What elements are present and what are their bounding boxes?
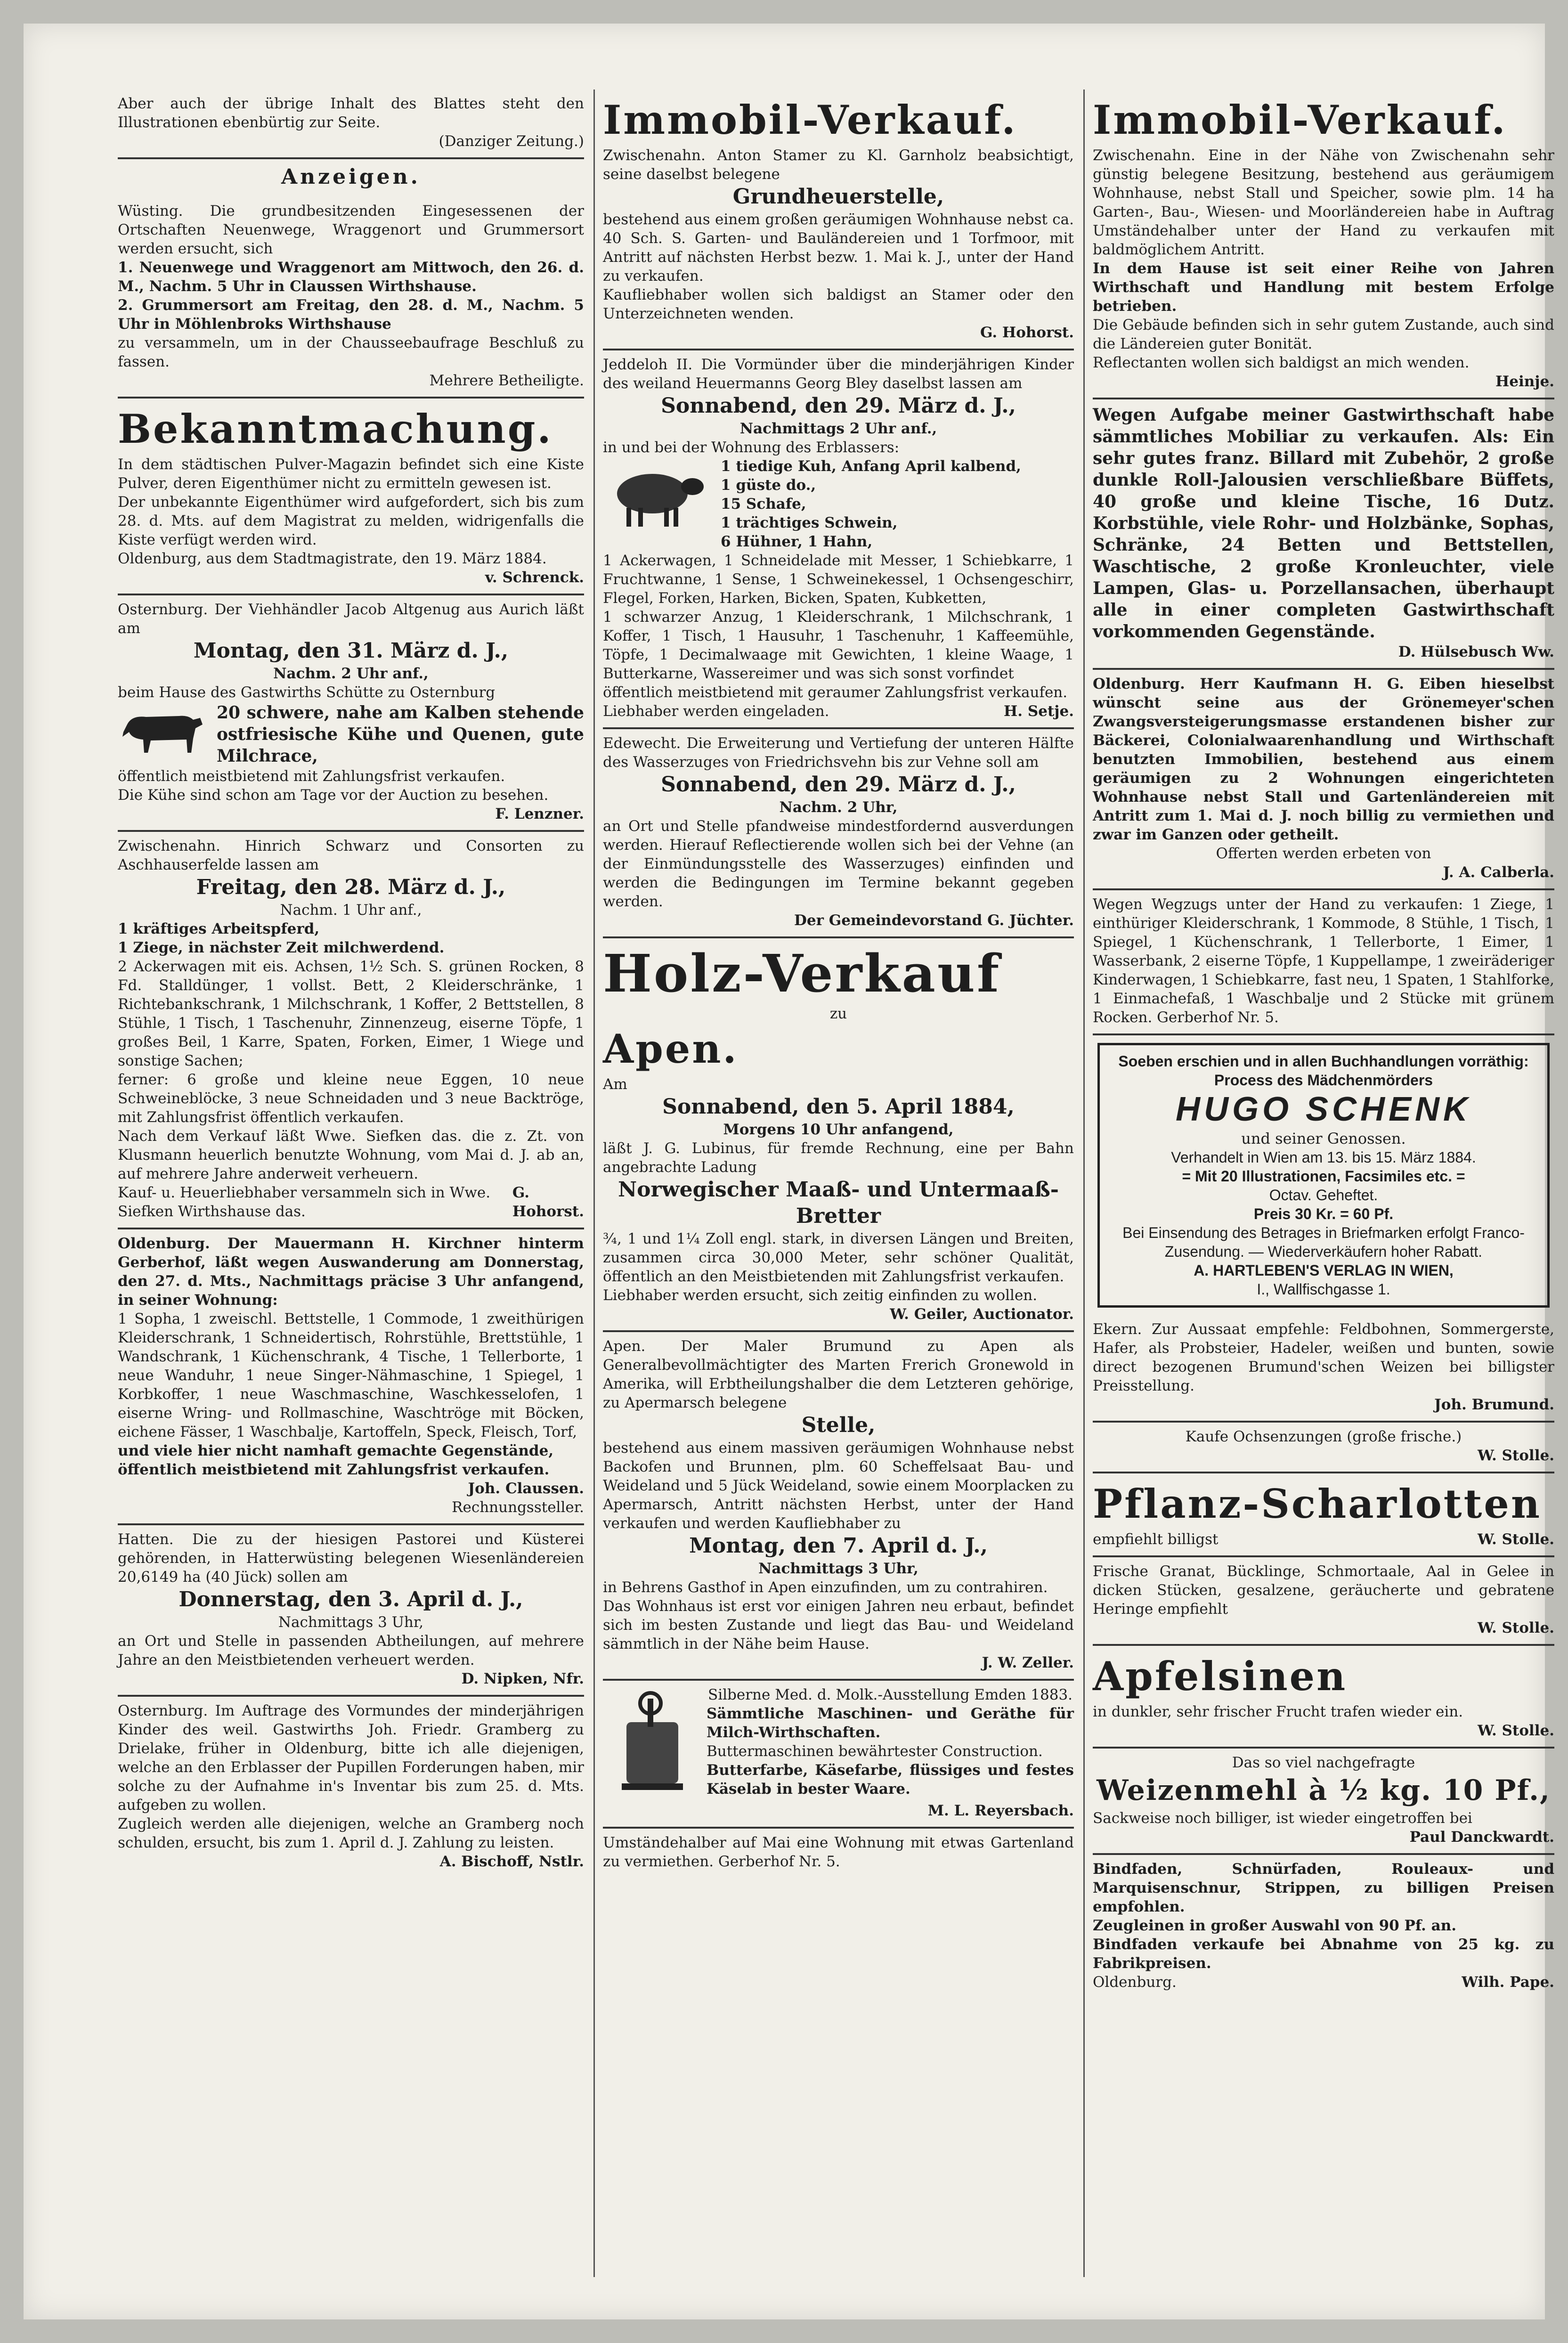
ad-text: Osternburg. Der Viehhändler Jacob Altgenug aus Aurich läßt am bbox=[118, 601, 584, 637]
ad-holz-verkauf bbox=[603, 938, 1074, 1332]
ad-title: Immobil-Verkauf. bbox=[603, 97, 1017, 143]
ad-granat bbox=[1093, 1557, 1554, 1646]
ad-text: Silberne Med. d. Molk.-Ausstellung Emden 1883. bbox=[707, 1686, 1073, 1703]
ad-text: 1 Sopha, 1 zweischl. Bettstelle, 1 Commode, 1 zweithürigen Kleiderschrank, 1 Schneidertisch, Rohrstühle, Brettstühle, 1 Wandschrank, 1 Küchenschrank, 4 Tische, 1 Tellerborte, 1 neue Wanduhr, 1 neue Singer-Nähmaschine, 1 Spiegel, 1 Korbkoffer, 1 neue Waschmaschine, Waschkesselofen, 1 eiserne Wring- und Rollmaschine, Waschtröge mit Böcken, eichene Fässer, 1 Waschbalje, Kartoffeln, Speck, Fleisch, Torf, bbox=[118, 1310, 584, 1440]
ad-text: Sackweise noch billiger, ist wieder eingetroffen bei bbox=[1093, 1810, 1472, 1827]
ad-signature: F. Lenzner. bbox=[495, 805, 584, 822]
ad-signature: A. Bischoff, Nstlr. bbox=[439, 1853, 584, 1870]
ad-text: in und bei der Wohnung des Erblassers: bbox=[603, 439, 900, 456]
ad-title: Holz-Verkauf bbox=[603, 943, 1001, 1004]
ad-signature: v. Schrenck. bbox=[485, 569, 584, 586]
ad-text: in dunkler, sehr frischer Frucht trafen wieder ein. bbox=[1093, 1703, 1463, 1720]
ad-osternburg-gramberg bbox=[118, 1697, 584, 1878]
ad-text: Zwischenahn. Hinrich Schwarz und Consorten zu Aschhauserfelde lassen am bbox=[118, 838, 584, 873]
ad-bekanntmachung bbox=[118, 399, 584, 595]
ad-text: zu bbox=[829, 1005, 847, 1022]
ad-publisher: A. HARTLEBEN'S VERLAG IN WIEN, bbox=[1194, 1262, 1454, 1279]
ad-time: Nachmittags 3 Uhr, bbox=[758, 1560, 918, 1577]
ad-text: Zugleich werden alle diejenigen, welche an Gramberg noch schulden, ersucht, bis zum 1. April d. J. Zahlung zu leisten. bbox=[118, 1815, 584, 1851]
ad-signature: D. Hülsebusch Ww. bbox=[1398, 643, 1554, 660]
ad-signature: W. Stolle. bbox=[1477, 1619, 1554, 1636]
ad-sig-row bbox=[118, 1183, 584, 1221]
ad-text: beim Hause des Gastwirths Schütte zu Osternburg bbox=[118, 684, 496, 701]
ad-item: 1 kräftiges Arbeitspferd, bbox=[118, 920, 320, 937]
ad-text: Wüsting. Die grundbesitzenden Eingesessenen der Ortschaften Neuenwege, Wraggenort und Grummersort werden ersucht, sich bbox=[118, 203, 584, 257]
ad-text: Kauf- u. Heuerliebhaber versammeln sich in Wwe. Siefken Wirthshause das. bbox=[118, 1184, 491, 1220]
ad-signature: W. Stolle. bbox=[1477, 1531, 1554, 1548]
ad-text: ferner: 6 große und kleine neue Eggen, 10 neue Schweineblöcke, 3 neue Schneidaden und 3 neue Backtröge, mit Zahlungsfrist öffentlich verkaufen. bbox=[118, 1071, 584, 1126]
ad-hatten bbox=[118, 1525, 584, 1697]
ad-time: Nachm. 2 Uhr anf., bbox=[273, 665, 429, 682]
ad-text: Octav. Geheftet. bbox=[1269, 1187, 1378, 1204]
ad-signature: G. Hohorst. bbox=[980, 324, 1074, 341]
ad-text: Verhandelt in Wien am 13. bis 15. März 1884. bbox=[1171, 1149, 1476, 1166]
ad-wohnung bbox=[603, 1829, 1074, 1878]
ad-sig-row bbox=[1093, 1530, 1554, 1549]
ad-edewecht bbox=[603, 729, 1074, 938]
ad-text: Buttermaschinen bewährtester Construction. bbox=[707, 1743, 1043, 1760]
ad-title: Bekanntmachung. bbox=[118, 406, 553, 452]
ad-highlight: Wegen Aufgabe meiner Gastwirthschaft habe sämmtliches Mobiliar zu verkaufen. Als: Ein sehr gutes franz. Billard mit Zubehör, 2 große dunkle Roll-Jalousien verschließbare Büffets, 40 große und kleine Tische, 16 Dutz. Korbstühle, viele Rohr- und Holzbänke, Sophas, Schränke, 24 Betten und Bettstellen, Waschtische, 2 große Kronleuchter, viele Lampen, Glas- u. Porzellansachen, überhaupt alle in einer completen Gastwirthschaft vorkommenden Gegenstände. bbox=[1093, 405, 1554, 642]
ad-text: Wegen Wegzugs unter der Hand zu verkaufen: 1 Ziege, 1 einthüriger Kleiderschrank, 1 Kommode, 8 Stühle, 1 Tisch, 1 Spiegel, 1 Küchenschrank, 1 Tellerborte, 1 Eimer, 1 Wasserbank, 2 eiserne Töpfe, 1 Kuppellampe, 1 zweiräderiger Kinderwagen, 1 Schiebkarre, fast neu, 1 Spaten, 1 Stahlforke, 1 Einmachefaß, 1 Waschbalje und 2 Stücke mit grünem Rocken. Gerberhof Nr. 5. bbox=[1093, 896, 1554, 1026]
column-rule-1 bbox=[593, 89, 595, 2277]
ad-oldenburg-eiben bbox=[1093, 670, 1554, 890]
ad-highlight: Stelle, bbox=[801, 1413, 876, 1437]
ad-signature: Joh. Brumund. bbox=[1434, 1396, 1554, 1413]
ad-highlight: In dem Hause ist seit einer Reihe von Jahren Wirthschaft und Handlung mit bestem Erfolge betrieben. bbox=[1093, 260, 1554, 315]
ad-date: Sonnabend, den 29. März d. J., bbox=[661, 773, 1016, 797]
ad-highlight: Zeugleinen in großer Auswahl von 90 Pf. an. bbox=[1093, 1917, 1457, 1934]
ad-text: öffentlich meistbietend mit Zahlungsfrist verkaufen. bbox=[118, 768, 505, 785]
ad-brumund bbox=[1093, 1315, 1554, 1423]
ad-title: Pflanz-Scharlotten bbox=[1093, 1481, 1542, 1527]
ad-text: empfiehlt billigst bbox=[1093, 1531, 1219, 1548]
ad-signature: Heinje. bbox=[1495, 373, 1554, 390]
ad-text: Umständehalber auf Mai eine Wohnung mit etwas Gartenland zu vermiethen. Gerberhof Nr. 5. bbox=[603, 1834, 1074, 1870]
ad-text: Liebhaber werden eingeladen. bbox=[603, 703, 829, 720]
ad-highlight: Bindfaden, Schnürfaden, Rouleaux- und Marquisenschnur, Strippen, zu billigen Preisen empfohlen. bbox=[1093, 1861, 1554, 1915]
ad-immobil-stamer bbox=[603, 89, 1074, 350]
ad-text: zu versammeln, um in der Chausseebaufrage Beschluß zu fassen. bbox=[118, 334, 584, 370]
ad-immobil-heinje bbox=[1093, 89, 1554, 399]
ad-highlight: Bindfaden verkaufe bei Abnahme von 25 kg. zu Fabrikpreisen. bbox=[1093, 1936, 1554, 1972]
ad-signature: J. A. Calberla. bbox=[1443, 864, 1554, 881]
ad-text: Oldenburg, aus dem Stadtmagistrate, den 19. März 1884. bbox=[118, 550, 547, 567]
ad-zwischenahn-auction bbox=[118, 832, 584, 1229]
ad-weizenmehl bbox=[1093, 1749, 1554, 1855]
ad-highlight: Sämmtliche Maschinen- und Geräthe für Milch-Wirthschaften. bbox=[707, 1705, 1074, 1741]
ad-item: 1. Neuenwege und Wraggenort am Mittwoch, den 26. d. M., Nachm. 5 Uhr in Claussen Wirthshause. bbox=[118, 259, 584, 295]
column-rule-2 bbox=[1083, 89, 1085, 2277]
cow-icon bbox=[118, 706, 207, 757]
ad-highlight: Grundheuerstelle, bbox=[732, 185, 944, 209]
ad-text: Aber auch der übrige Inhalt des Blattes steht den Illustrationen ebenbürtig zur Seite. bbox=[118, 95, 584, 131]
sheep-icon bbox=[603, 461, 711, 531]
ad-signature: Joh. Claussen. bbox=[468, 1480, 584, 1497]
ad-address: I., Wallfischgasse 1. bbox=[1257, 1281, 1390, 1298]
list-item: 1 trächtiges Schwein, bbox=[721, 514, 898, 531]
ad-highlight: Oldenburg. Herr Kaufmann H. G. Eiben hieselbst wünscht seine aus der Grönemeyer'schen Zwangsversteigerungsmasse erstandenen bisher zur Bäckerei, Colonialwaarenhandlung und Wirthschaft benutzten Immobilien, bestehend aus einem geräumigen zu 2 Wohnungen eingerichteten Wohnhause nebst Stall und Gartenländereien mit Antritt zum 1. Mai d. J. noch billig zu vermiethen und zwar im Ganzen oder getheilt. bbox=[1093, 675, 1554, 843]
ad-signature: Der Gemeindevorstand G. Jüchter. bbox=[794, 912, 1074, 929]
newspaper-page bbox=[24, 24, 1554, 2319]
ad-text: Zwischenahn. Anton Stamer zu Kl. Garnholz beabsichtigt, seine daselbst belegene bbox=[603, 147, 1074, 183]
ad-time: Morgens 10 Uhr anfangend, bbox=[723, 1121, 954, 1138]
ad-text: und seiner Genossen. bbox=[1241, 1130, 1406, 1147]
ad-sig-row bbox=[1093, 1973, 1554, 1992]
ad-text: Hatten. Die zu der hiesigen Pastorei und Küsterei gehörenden, in Hatterwüsting belegenen Wiesenländereien 20,6149 ha (40 Jück) sollen am bbox=[118, 1531, 584, 1586]
ad-time: Nachm. 1 Uhr anf., bbox=[280, 902, 422, 919]
ad-time: Nachmittags 2 Uhr anf., bbox=[739, 420, 937, 437]
ad-signature: Wilh. Pape. bbox=[1462, 1974, 1554, 1991]
ad-text: ¾, 1 und 1¼ Zoll engl. stark, in diversen Längen und Breiten, zusammen circa 30,000 Meter, sehr schöner Qualität, öffentlich an den Meistbietenden mit Zahlungsfrist verkaufen. bbox=[603, 1230, 1074, 1285]
ad-text: Der unbekannte Eigenthümer wird aufgefordert, sich bis zum 28. d. Mts. auf dem Magistrat zu melden, widrigenfalls die Kiste verfügt werden wird. bbox=[118, 494, 584, 548]
ad-date: Sonnabend, den 29. März d. J., bbox=[661, 394, 1016, 418]
ad-time: Nachmittags 3 Uhr, bbox=[278, 1614, 424, 1631]
ad-text: Nach dem Verkauf läßt Wwe. Siefken das. die z. Zt. von Klusmann heuerlich benutzte Wohnung, vom Mai d. J. ab an, auf mehrere Jahre anderweit verheuern. bbox=[118, 1128, 584, 1182]
ad-pape bbox=[1093, 1855, 1554, 1998]
ad-highlight: Norwegischer Maaß- und Untermaaß-Bretter bbox=[617, 1178, 1059, 1228]
ad-text: Am bbox=[603, 1076, 627, 1093]
ad-date: Sonnabend, den 5. April 1884, bbox=[662, 1095, 1015, 1119]
ad-highlight: öffentlich meistbietend mit Zahlungsfrist verkaufen. bbox=[118, 1461, 550, 1478]
butter-churn-icon bbox=[603, 1689, 697, 1798]
ad-signature: Mehrere Betheiligte. bbox=[429, 372, 584, 389]
ad-date: Montag, den 7. April d. J., bbox=[689, 1534, 988, 1558]
ad-title: Apfelsinen bbox=[1093, 1653, 1348, 1700]
ad-text: Process des Mädchenmörders bbox=[1214, 1072, 1433, 1089]
ad-item: 1 Ziege, in nächster Zeit milchwerdend. bbox=[118, 939, 445, 956]
ad-highlight: Butterfarbe, Käsefarbe, flüssiges und festes Käselab in bester Waare. bbox=[707, 1762, 1074, 1798]
ad-sig-row bbox=[603, 702, 1074, 721]
ad-text: 2 Ackerwagen mit eis. Achsen, 1½ Sch. S. grünen Rocken, 8 Fd. Stalldünger, 1 vollst. Bett, 2 Kleiderschränke, 1 Richtebankschrank, 1 Milchschrank, 1 Koffer, 2 Bettstellen, 8 Stühle, 1 Tisch, 1 Taschenuhr, Zinnenzeug, eiserne Töpfe, 1 großes Beil, 1 Karre, Spaten, Forken, Eimer, 1 Wiege und sonstige Sachen; bbox=[118, 958, 584, 1069]
ad-jeddeloh bbox=[603, 350, 1074, 729]
ad-signature: W. Stolle. bbox=[1477, 1447, 1554, 1464]
ad-reyersbach bbox=[603, 1681, 1074, 1829]
ad-signature: M. L. Reyersbach. bbox=[927, 1802, 1074, 1819]
ad-source: (Danziger Zeitung.) bbox=[439, 133, 584, 150]
ad-item: 2. Grummersort am Freitag, den 28. d. M., Nachm. 5 Uhr in Möhlenbroks Wirthshause bbox=[118, 297, 584, 333]
section-title: Anzeigen. bbox=[281, 165, 421, 189]
ad-time: Nachm. 2 Uhr, bbox=[779, 799, 898, 816]
ad-price: Preis 30 Kr. = 60 Pf. bbox=[1253, 1205, 1394, 1222]
list-item: 6 Hühner, 1 Hahn, bbox=[721, 533, 873, 550]
ad-signature-title: Rechnungssteller. bbox=[452, 1499, 584, 1516]
ad-apen-stelle bbox=[603, 1332, 1074, 1681]
ad-text: Das so viel nachgefragte bbox=[1232, 1754, 1415, 1771]
ad-text: Bei Einsendung des Betrages in Briefmarken erfolgt Franco-Zusendung. — Wiederverkäufern hoher Rabatt. bbox=[1122, 1224, 1525, 1260]
column-3 bbox=[1093, 89, 1554, 2282]
ad-signature: G. Hohorst. bbox=[512, 1184, 585, 1220]
ad-text: Osternburg. Im Auftrage des Vormundes der minderjährigen Kinder des weil. Gastwirths Joh. Friedr. Gramberg zu Drielake, früher in Oldenburg, bitte ich alle diejenigen, welche an den Erblasser der Pupillen Forderungen haben, mir solche zu der Aufnahme in's Inventar bis zum 25. d. Mts. aufgeben zu wollen. bbox=[118, 1702, 584, 1814]
ad-text: Liebhaber werden ersucht, sich zeitig einfinden zu wollen. bbox=[603, 1287, 1038, 1304]
ad-text: bestehend aus einem massiven geräumigen Wohnhause nebst Backofen und Brunnen, plm. 60 Scheffelsaat Bau- und Weideland und 5 Jück Weideland, sowie einem Moorplacken zu Apermarsch, Antritt nächsten Herbst, unter der Hand verkaufen und werden Kaufliebhaber zu bbox=[603, 1440, 1074, 1532]
ad-pflanz-scharlotten bbox=[1093, 1473, 1554, 1557]
ad-text: bestehend aus einem großen geräumigen Wohnhause nebst ca. 40 Sch. S. Garten- und Bauländereien und 1 Torfmoor, mit Antritt auf nächsten Herbst bezw. 1. Mai k. J., unter der Hand zu verkaufen. bbox=[603, 211, 1074, 285]
anzeigen-header bbox=[118, 159, 584, 197]
ad-text: Jeddeloh II. Die Vormünder über die minderjährigen Kinder des weiland Heuermanns Georg Bley daselbst lassen am bbox=[603, 356, 1074, 392]
ad-headline: HUGO SCHENK bbox=[1175, 1090, 1472, 1128]
ad-huelsebusch bbox=[1093, 399, 1554, 670]
ad-text: Oldenburg. bbox=[1093, 1974, 1177, 1991]
ad-signature: H. Setje. bbox=[1003, 703, 1074, 720]
ad-text: In dem städtischen Pulver-Magazin befindet sich eine Kiste Pulver, deren Eigenthümer nicht zu ermitteln gewesen ist. bbox=[118, 456, 584, 492]
ad-signature: D. Nipken, Nfr. bbox=[461, 1670, 584, 1687]
ad-text: Zwischenahn. Eine in der Nähe von Zwischenahn sehr günstig belegene Besitzung, bestehend aus geräumigem Wohnhause, nebst Stall und Speicher, sowie plm. 14 ha Garten-, Bau-, Wiesen- und Moorländereien habe in Auftrag Umständehalber unter der Hand zu verkaufen mit baldmöglichem Antritt. bbox=[1093, 147, 1554, 258]
ad-text: Edewecht. Die Erweiterung und Vertiefung der unteren Hälfte des Wasserzuges von Friedrichsvehn bis zur Vehne soll am bbox=[603, 735, 1074, 771]
ad-text: 1 schwarzer Anzug, 1 Kleiderschrank, 1 Milchschrank, 1 Koffer, 1 Tisch, 1 Hausuhr, 1 Taschenuhr, 1 Kaffeemühle, Töpfe, 1 Decimalwaage mit Gewichten, 1 kleine Waage, 1 Butterkarne, Wassereimer und was sich sonst vorfindet bbox=[603, 609, 1074, 682]
ad-text: Das Wohnhaus ist erst vor einigen Jahren neu erbaut, befindet sich im besten Zustande und liegt das Bau- und Weideland sämmtlich in der Nähe beim Hause. bbox=[603, 1598, 1074, 1652]
list-item: 15 Schafe, bbox=[721, 496, 806, 513]
ad-oldenburg-kirchner bbox=[118, 1229, 584, 1525]
ad-text: an Ort und Stelle pfandweise mindestfordernd ausverdungen werden. Hierauf Reflectierende wollen sich bei der Vehne (an der Einmündungsstelle des Wasserzuges) einfinden und werden die Bedingungen im Termine bekannt gegeben werden. bbox=[603, 818, 1074, 910]
list-item: 1 güste do., bbox=[721, 477, 816, 494]
ad-text: Die Gebäude befinden sich in sehr gutem Zustande, auch sind die Ländereien guter Bonität. bbox=[1093, 317, 1554, 352]
ad-text: an Ort und Stelle in passenden Abtheilungen, auf mehrere Jahre an den Meistbietenden verheuert werden. bbox=[118, 1633, 584, 1668]
ad-signature: W. Stolle. bbox=[1477, 1722, 1554, 1739]
ad-text: Kaufe Ochsenzungen (große frische.) bbox=[1185, 1428, 1462, 1445]
ad-text: öffentlich meistbietend mit geraumer Zahlungsfrist verkaufen. bbox=[603, 684, 1068, 701]
ad-osternburg-cattle bbox=[118, 595, 584, 832]
ad-text: 1 Ackerwagen, 1 Schneidelade mit Messer, 1 Schiebkarre, 1 Fruchtwanne, 1 Sense, 1 Schweinekessel, 1 Ochsengeschirr, Flegel, Forken, Harken, Bicken, Spaten, Kubketten, bbox=[603, 552, 1074, 607]
ad-signature: J. W. Zeller. bbox=[982, 1654, 1074, 1671]
ad-date: Montag, den 31. März d. J., bbox=[193, 639, 509, 663]
ad-place: Apen. bbox=[603, 1025, 739, 1072]
list-item: 1 tiedige Kuh, Anfang April kalbend, bbox=[721, 458, 1021, 475]
ad-wegzug bbox=[1093, 890, 1554, 1035]
ad-date: Donnerstag, den 3. April d. J., bbox=[179, 1587, 523, 1611]
ad-text: Die Kühe sind schon am Tage vor der Auction zu besehen. bbox=[118, 787, 549, 804]
ad-text: Apen. Der Maler Brumund zu Apen als Generalbevollmächtigter des Marten Frerich Gronewold in Amerika, will Erbtheilungshalber die dem Letzteren gehörige, zu Apermarsch belegene bbox=[603, 1338, 1074, 1411]
ad-text: Ekern. Zur Aussaat empfehle: Feldbohnen, Sommergerste, Hafer, als Probsteier, Hadeler, weißen und bunten, sowie direct bezogenen Brumund'schen Weizen bei billigster Preisstellung. bbox=[1093, 1321, 1554, 1394]
ad-text: Soeben erschien und in allen Buchhandlungen vorräthig: bbox=[1118, 1053, 1529, 1070]
ad-text: = Mit 20 Illustrationen, Facsimiles etc. = bbox=[1182, 1168, 1465, 1185]
ad-signature: W. Geiler, Auctionator. bbox=[890, 1306, 1074, 1323]
ad-highlight: Oldenburg. Der Mauermann H. Kirchner hinterm Gerberhof, läßt wegen Auswanderung am Donnerstag, den 27. d. Mts., Nachmittags präcise 3 Uhr anfangend, in seiner Wohnung: bbox=[118, 1235, 584, 1309]
ad-hugo-schenk-box bbox=[1097, 1043, 1550, 1308]
ad-date: Freitag, den 28. März d. J., bbox=[196, 875, 506, 899]
ad-text: in Behrens Gasthof in Apen einzufinden, um zu contrahiren. bbox=[603, 1579, 1048, 1596]
ad-text: läßt J. G. Lubinus, für fremde Rechnung, eine per Bahn angebrachte Ladung bbox=[603, 1140, 1074, 1176]
ad-wuesting bbox=[118, 197, 584, 399]
ad-danziger bbox=[118, 89, 584, 159]
column-1 bbox=[118, 89, 584, 2282]
ad-text: Reflectanten wollen sich baldigst an mich wenden. bbox=[1093, 354, 1470, 371]
ad-highlight: 20 schwere, nahe am Kalben stehende ostfriesische Kühe und Quenen, gute Milchrace, bbox=[217, 703, 584, 766]
ad-title: Immobil-Verkauf. bbox=[1093, 97, 1507, 143]
ad-apfelsinen bbox=[1093, 1646, 1554, 1749]
ad-highlight: Weizenmehl à ½ kg. 10 Pf., bbox=[1097, 1774, 1551, 1807]
ad-highlight: und viele hier nicht namhaft gemachte Gegenstände, bbox=[118, 1442, 554, 1459]
ad-ochsenzungen bbox=[1093, 1423, 1554, 1473]
ad-text: Kaufliebhaber wollen sich baldigst an Stamer oder den Unterzeichneten wenden. bbox=[603, 286, 1074, 322]
ad-text: Frische Granat, Bücklinge, Schmortaale, Aal in Gelee in dicken Stücken, gesalzene, geräucherte und gebratene Heringe empfiehlt bbox=[1093, 1563, 1554, 1618]
ad-signature: Paul Danckwardt. bbox=[1409, 1829, 1554, 1846]
column-2 bbox=[603, 89, 1074, 2282]
ad-text: Offerten werden erbeten von bbox=[1216, 845, 1431, 862]
